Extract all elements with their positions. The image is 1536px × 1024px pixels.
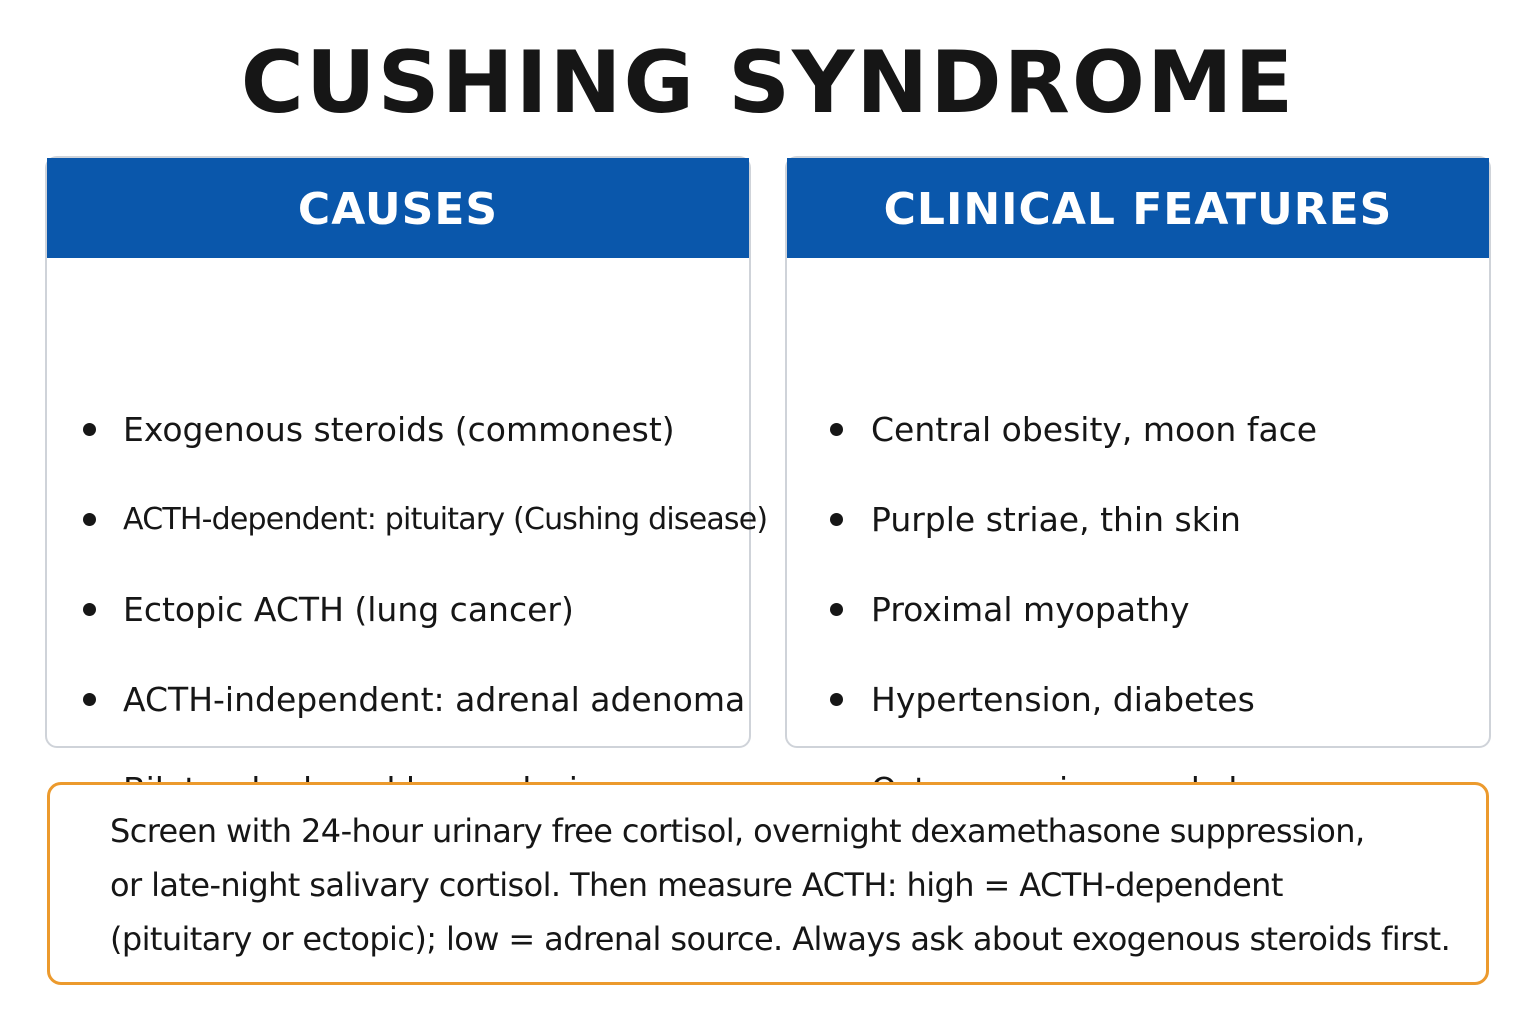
note-line: or late-night salivary cortisol. Then measure ACTH: high = ACTH-dependent	[110, 866, 1283, 904]
list-item-label: Exogenous steroids (commonest)	[123, 409, 675, 449]
list-item-label: ACTH-dependent: pituitary (Cushing disease)	[123, 501, 768, 537]
page-title: CUSHING SYNDROME	[240, 33, 1296, 133]
list-item-label: Ectopic ACTH (lung cancer)	[123, 589, 574, 629]
causes-header: CAUSES	[47, 158, 749, 258]
list-item	[787, 674, 1489, 724]
list-item-label: Purple striae, thin skin	[871, 499, 1241, 539]
bullet-icon	[83, 603, 96, 616]
diagnosis-note-box	[47, 782, 1489, 985]
bullet-icon	[83, 513, 96, 526]
bullet-icon	[830, 693, 843, 706]
list-item	[47, 494, 768, 544]
bullet-icon	[83, 423, 96, 436]
list-item	[787, 404, 1489, 454]
bullet-icon	[830, 603, 843, 616]
features-card	[785, 156, 1491, 748]
list-item	[47, 404, 749, 454]
list-item	[787, 584, 1489, 634]
list-item-label: Central obesity, moon face	[871, 409, 1318, 449]
list-item	[47, 674, 749, 724]
list-item	[787, 494, 1489, 544]
list-item-label: Hypertension, diabetes	[871, 679, 1255, 719]
features-header: CLINICAL FEATURES	[787, 158, 1489, 258]
bullet-icon	[830, 513, 843, 526]
note-line: Screen with 24-hour urinary free cortisol, overnight dexamethasone suppression,	[110, 812, 1365, 850]
note-line: (pituitary or ectopic); low = adrenal source. Always ask about exogenous steroids first.	[110, 920, 1451, 958]
list-item	[47, 584, 749, 634]
bullet-icon	[830, 423, 843, 436]
list-item-label: ACTH-independent: adrenal adenoma	[123, 679, 746, 719]
list-item-label: Proximal myopathy	[871, 589, 1190, 629]
causes-card	[45, 156, 768, 748]
bullet-icon	[83, 693, 96, 706]
